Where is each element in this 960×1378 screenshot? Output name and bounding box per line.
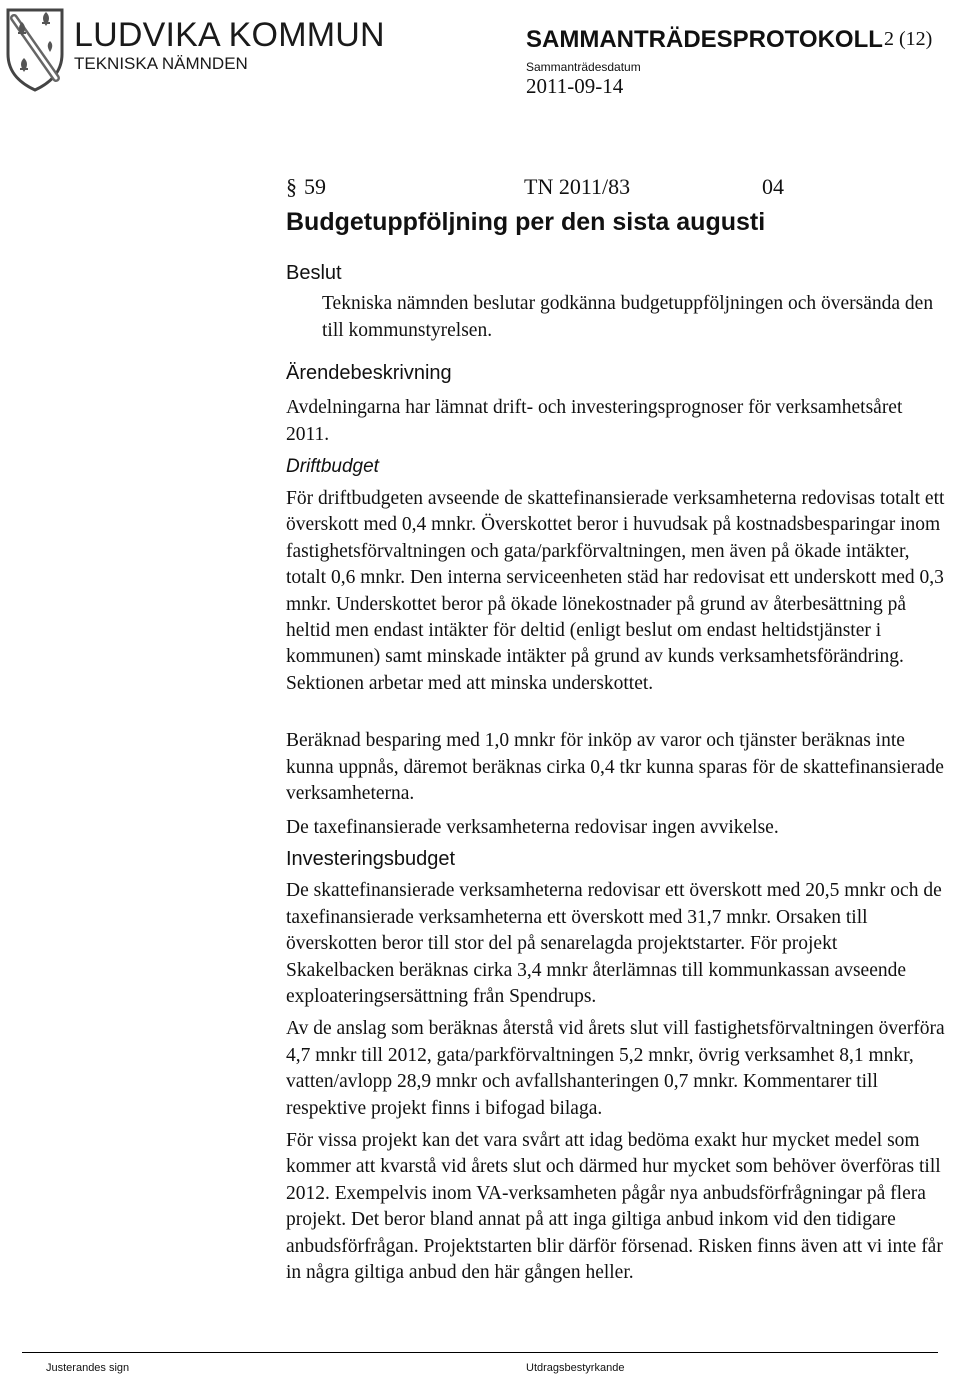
section-symbol: § — [286, 174, 297, 199]
meeting-date: 2011-09-14 — [526, 74, 624, 98]
paragraph-text: För driftbudgeten avseende de skattefinansierade verksamheterna redovisas totalt ett överskott med 0,4 mnkr. Överskottet beror i huvudsak på kostnadsbesparingar inom fastighetsförvaltningen och gata/parkförvaltningen, men även på ökade intäkter, totalt 0,6 mnkr. Den interna serviceenheten städ har redovisat ett underskott med 0,3 mnkr. Underskottet beror på ökade lönekostnader på grund av återbesättning på heltid men endast intäkter för deltid (enligt beslut om endast heltidstjänster i kommunen) samt minskade intäkter på grund av kunds verksamhetsförändring. Sektionen arbetar med att minska underskottet. — [286, 488, 945, 694]
section-number: 59 — [304, 174, 326, 199]
driftbudget-paragraph-2 — [286, 728, 950, 808]
footer-certification-label: Utdragsbestyrkande — [526, 1362, 625, 1374]
beslut-heading: Beslut — [286, 262, 342, 284]
arende-heading: Ärendebeskrivning — [286, 362, 452, 384]
page-number: 2 (12) — [884, 28, 933, 50]
investeringsbudget-paragraph-1 — [286, 878, 950, 1011]
driftbudget-heading: Driftbudget — [286, 456, 379, 477]
department-name: TEKNISKA NÄMNDEN — [74, 54, 248, 73]
investeringsbudget-paragraph-3 — [286, 1128, 950, 1286]
document-title: SAMMANTRÄDESPROTOKOLL — [526, 26, 883, 53]
paragraph-text: De taxefinansierade verksamheterna redovisar ingen avvikelse. — [286, 817, 779, 838]
section-title: Budgetuppföljning per den sista augusti — [286, 208, 766, 236]
case-code: 04 — [762, 174, 784, 199]
coat-of-arms-icon — [4, 6, 66, 92]
paragraph-text: Av de anslag som beräknas återstå vid årets slut vill fastighetsförvaltningen överföra 4,7 mnkr till 2012, gata/parkförvaltningen 5,2 mnkr, övrig verksamhet 8,1 mnkr, vatten/avlopp 28,9 mnkr och avfallshanteringen 0,7 mnkr. Kommentarer till respektive projekt finns i bifogad bilaga. — [286, 1018, 945, 1119]
arende-text — [286, 394, 936, 448]
beslut-text — [322, 290, 934, 344]
case-reference: TN 2011/83 — [524, 174, 631, 199]
footer-divider — [22, 1352, 938, 1353]
investeringsbudget-paragraph-2 — [286, 1016, 950, 1122]
footer-signature-label: Justerandes sign — [46, 1362, 130, 1374]
beslut-paragraph: Tekniska nämnden beslutar godkänna budgetuppföljningen och översända den till kommunstyrelsen. — [322, 293, 934, 341]
meeting-date-label: Sammanträdesdatum — [526, 60, 641, 74]
paragraph-text: Beräknad besparing med 1,0 mnkr för inköp av varor och tjänster beräknas inte kunna uppnås, däremot beräknas cirka 0,4 tkr kunna sparas för de skattefinansierade verksamheterna. — [286, 730, 944, 804]
driftbudget-paragraph-1 — [286, 486, 950, 697]
paragraph-text: De skattefinansierade verksamheterna redovisar ett överskott med 20,5 mnkr och de taxefinansierade verksamheterna ett överskott med 31,7 mnkr. Orsaken till överskotten beror till stor del på senarelagda projektstarter. För projekt Skakelbacken beräknas cirka 3,4 mnkr återlämnas till kommunkassan avseende exploateringsersättning från Spendrups. — [286, 880, 942, 1008]
organization-name: LUDVIKA KOMMUN — [74, 16, 385, 54]
investeringsbudget-heading: Investeringsbudget — [286, 848, 456, 870]
arende-paragraph: Avdelningarna har lämnat drift- och investeringsprognoser för verksamhetsåret 2011. — [286, 397, 903, 445]
paragraph-text: För vissa projekt kan det vara svårt att idag bedöma exakt hur mycket medel som kommer att kvarstå vid årets slut och därmed hur mycket som behöver överföras till 2012. Exempelvis inom VA-verksamheten pågår nya anbudsförfrågningar på flera projekt. Det beror bland annat på att inga giltiga anbud inkom vid den tidigare anbudsförfrågan. Projektstarten blir därför försenad. Risken finns även att vi inte får in några giltiga anbud den här gången heller. — [286, 1130, 943, 1284]
driftbudget-paragraph-3 — [286, 814, 950, 841]
